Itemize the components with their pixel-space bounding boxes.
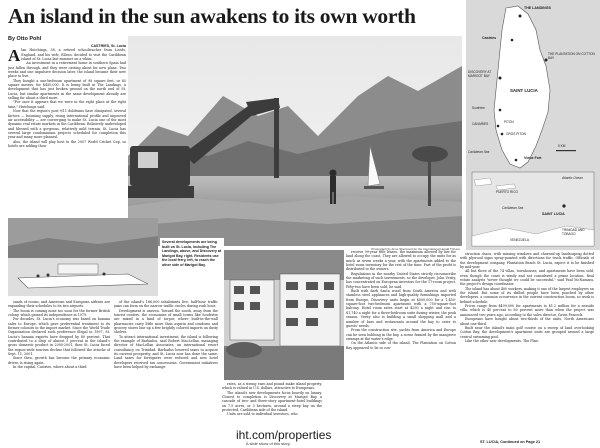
map-label-saint-lucia: SAINT LUCIA <box>510 88 538 93</box>
paragraph: Now that the region's post-9/11 doldrums have dissipated, several factors — booming supply, rising international profile and improved air accessibility — are converging to make St. Lucia one of the most dynamic real estate markets in the Caribbean. Relatively undeveloped and blessed with a gorgeous, relatively mild terrain, St. Lucia has several large condominium projects scheduled for completion this year and many more planned. <box>8 109 126 140</box>
paragraph: Built near the island's main golf course on a sweep of land overlooking Cotton Bay, the development's apartment units are grouped around a large central swimming pool. <box>460 325 594 339</box>
paragraph: On the Atlantic side of the island, The Plantation on Cotton Bay appeared to be in con- <box>346 341 456 350</box>
map-label-caribbean-sea: Caribbean Sea <box>468 150 490 154</box>
photo-ferry <box>8 218 158 296</box>
paragraph: Development is uneven. Toward the south, away from the tourist centers, the economies of small towns like Soufrière are mixed in a kind of torpor, where built-in-the-wall pharmacies carry little more than aspirin and condoms and grocery stores line up a few brightly colored imports on dusty shelves. <box>114 308 218 335</box>
photo-caption: Several developments are being built on St. Lucia, including The Landings, above, and Discovery at Marigot Bay, right. Residents use the local ferry, left, to reach the other side of Marigot Bay. <box>160 238 224 300</box>
map-label-soufriere: Soufrière <box>472 106 485 110</box>
photo-discovery-marigot-bay <box>224 250 344 380</box>
map-source: IHT <box>584 242 590 246</box>
slide-show-note: A slide show of this story. <box>246 441 291 446</box>
iht-url-link[interactable]: iht.com/properties <box>236 428 332 442</box>
drop-cap: A <box>8 46 21 66</box>
map-label-plantation: THE PLANTATION ON COTTON BAY <box>548 52 595 60</box>
inset-caribbean: Caribbean Sea <box>502 206 524 210</box>
paragraph: To attract international investment, the island is following the example of Barbados, said Robert MacLellan, managing director of MacLellan Associates, an international resort consultancy on Trinidad. Barbados lowered taxes to acquire its current prosperity, and St. Lucia now has done the same: Land taxes for foreigners were reduced and new hotel developers received tax concessions. Government initiatives have been helped by exchange <box>114 334 218 370</box>
map-scale: 5 KM <box>558 144 566 148</box>
paragraph: lan Hutchings, 58, a retired schoolteacher from Leeds, England, and his wife, Eileen, decided to visit the Caribbean island of St. Lucia last summer on a whim. <box>21 48 126 62</box>
paragraph: Units are sold to individual investors, who <box>227 412 298 417</box>
map-label-vieux-fort: Vieux Fort <box>524 156 542 160</box>
article-column-5 <box>460 252 594 438</box>
inset-venezuela: VENEZUELA <box>510 238 529 242</box>
paragraph: of the island's 166,000 inhabitants live, half-hour traffic jams can form on the narrow traffic circles during rush hour. <box>114 300 218 309</box>
paragraph: Regulations in the nearby United States strictly circumscribe the marketing of such investments, so the developer, John Verity, has concentrated on European investors for the 17-room project. Fifty-two have been sold, he said. <box>346 271 456 289</box>
main-photo-the-landings <box>128 36 462 246</box>
map-label-landings: THE LANDINGS <box>524 6 551 10</box>
paragraph: rates, as a strong euro and pound make island property, which is valued in U.S. dollars, attractive to Europeans. <box>222 382 322 391</box>
article-column-2 <box>114 300 218 448</box>
map-saint-lucia <box>466 0 600 250</box>
paragraph: In the capital, Castries, where about a third <box>13 365 87 370</box>
map-label-gros-piton: GROS PITON <box>506 132 526 136</box>
dateline: CASTRIES, St. Lucia <box>90 44 126 48</box>
article-column-4 <box>346 250 456 448</box>
paragraph: They bought a one-bedroom apartment of 98 square feet, or 85 square meters, for $450,000. It is being built in The Landings, a development that has just broken ground on the north end of St. Lucia, but similar apartments in the same development already are selling for about a third more. <box>8 78 126 101</box>
photo-credit: Photograph by Anne Sherwood for the International Herald Tribune <box>371 247 460 251</box>
paragraph: Built with dark Santa wood from South America and with stainless steel appliances and high-quality furnishings imported from Europe, Discovery units begin at $500,000 for a 1,450-square-foot two-bedroom apartment with a 750-square-foot balcony. Hotel room rates start at $290 a night and rise to $1,740 a night for a three-bedroom suite during winter, the peak season. Verity also is building a small shopping mall and a number of bars and restaurants around the bay to cater to guests' needs. <box>346 289 456 328</box>
paragraph: Prices range from $499,000 for apartments to $1.2 million for a seaside villa, which is 40 percent to 80 percent more than when the project was announced two years ago, according to the sales director, Gavin Peacock. <box>460 304 594 317</box>
map-label-discovery: DISCOVERY AT MARIGOT BAY <box>468 70 492 78</box>
continued-jump[interactable]: ST. LUCIA, Continued on Page 21 <box>480 440 541 444</box>
paragraph: The boom is coming none too soon for the former British colony, which gained its independence in 1979. <box>8 308 110 318</box>
map-label-canaries: CANARIES <box>472 122 489 126</box>
byline: By Otto Pohl <box>8 36 42 42</box>
inset-trinidad: TRINIDAD AND TOBAGO <box>562 228 585 236</box>
paragraph: All but three of the 74 villas, townhouses, and apartments have been sold, even though the coast is windy and not considered a prime location. Real estate analysts "never thought we could be successful," said Paul McNamara, the project's design coordinator. <box>460 269 594 287</box>
paragraph: "For once it appears that we were in the right place at the right time," Hutchings said. <box>8 100 126 109</box>
article-column-3 <box>222 382 322 428</box>
article-column-1 <box>8 44 126 242</box>
inset-atlantic: Atlantic Ocean <box>562 176 583 180</box>
inset-puerto-rico: PUERTO RICO <box>496 190 519 194</box>
map-label-piton: PITON <box>504 120 514 124</box>
paragraph: struction chaos, with missing windows and churned-up landscaping dotted with plywood signs spray-painted with directions for truck traffic. Officials of the development company, Plantation Beach St. Lucia, expect it to be finished by mid-year. <box>460 252 594 270</box>
paragraph: Also, the island will play host to the 2007 World Cricket Cup, so hotels are adding thou- <box>8 139 126 148</box>
paragraph: receive 99-year title leases, the maximum allowed by law for land along the coast. They are allowed to occupy the units for as much as seven weeks a year, with the apartments added to the hotel room inventory for the rest of the time. Part of the profit is distributed to the owners. <box>346 250 456 272</box>
paragraph: From the construction site, yachts from America and Europe can be seen bobbing in the bay, a scene framed by the mangrove swamps at the water's edge. <box>346 328 456 341</box>
article-column-1b <box>8 300 110 448</box>
map-label-castries: Castries <box>482 36 497 40</box>
paragraph: An investment in a retirement home in southern Spain had just fallen through, and they were casting about for new plans. Two weeks and one impulsive decision later, the island became their new place to live. <box>8 61 126 79</box>
paragraph: The island's new developments focus heavily on luxury. Closest to completion is Discovery at Marigot Bay, a cascade of two- and three-story apartment-hotel buildings on 7.5 acres, or 3 hectares, around a steep bay on the protected, Caribbean side of the island. <box>222 390 322 413</box>
paragraph: For decades, St. Lucia's economy was based on banana sales to Europe, which gave preferential treatment to its former colonies in the import market. Since the World Trade Organization declared such preference illegal in 1997, St. Lucia's banana exports have dropped by 80 percent. That contributed to a drop of almost 5 percent in the island's gross domestic product in 2000-2001, then St. Lucia faced the region-wide tourism decline that followed the attacks of Sept. 11, 2001. <box>8 317 110 357</box>
paragraph: The island has about 400 workers, making it one of the largest employers on the island. But some of its skilled people have been poached by other developers, a common occurrence in the current construction boom, so work is behind schedule. <box>460 286 594 304</box>
inset-saint-lucia: SAINT LUCIA <box>542 212 565 216</box>
headline: An island in the sun awakens to its own worth <box>8 4 416 28</box>
paragraph: Since then, growth has become the primary economic driver, is rising again. <box>8 356 110 365</box>
paragraph: sands of rooms, and American and European airlines are expanding their schedules to its two airports. <box>8 300 110 309</box>
paragraph: Europeans have bought about two-thirds of the units, North Americans about one-third. <box>460 317 594 326</box>
paragraph: Like the other new developments, The Plan- <box>465 338 539 343</box>
